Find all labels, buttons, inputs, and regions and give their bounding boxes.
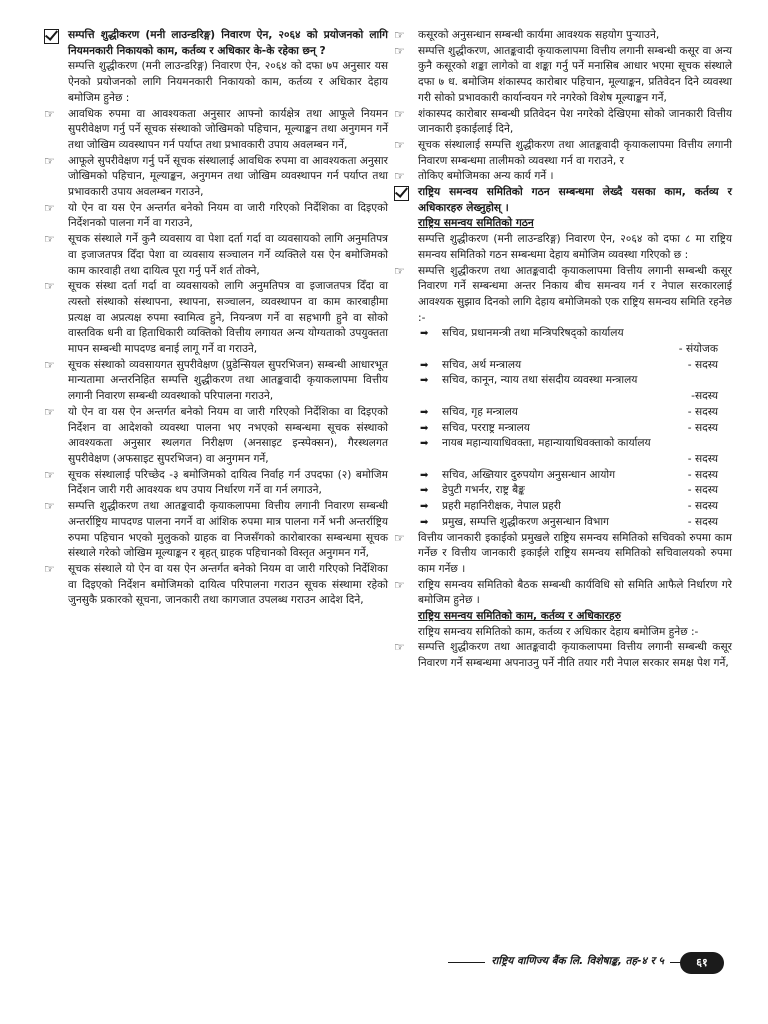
committee-member-row	[394, 483, 732, 499]
hand-pointer-icon: ☞	[394, 640, 405, 655]
committee-member-row	[394, 373, 732, 404]
list-item: ☞ सूचक संस्थाको व्यवसायगत सुपरीवेक्षण (प्रुडेन्सियल सुपरभिजन) सम्बन्धी आधारभूत मान्यतामा अन्तरनिहित सम्पत्ति शुद्धीकरण तथा आतङ्कवादी कृयाकलापमा वित्तीय लगानी निवारण सम्बन्धी व्यवस्थाको परिपालना गराउने,	[44, 357, 388, 403]
hand-pointer-icon: ☞	[394, 106, 405, 121]
member-role: - संयोजक	[678, 343, 718, 356]
member-role: - सदस्य	[687, 452, 718, 465]
hand-pointer-icon: ☞	[394, 530, 405, 545]
member-role: - सदस्य	[687, 421, 718, 434]
member-name: सचिव, कानून, न्याय तथा संसदीय व्यवस्था मन्त्रालय	[442, 374, 638, 387]
sub-heading-committee-formation: राष्ट्रिय समन्वय समितिको गठन	[418, 217, 534, 230]
footer-publication-title: राष्ट्रिय वाणिज्य बैंक लि. विशेषाङ्क, तह-४ र ५	[485, 954, 670, 968]
hand-pointer-icon: ☞	[44, 106, 55, 121]
page-number: ६१	[680, 952, 724, 974]
arrow-right-icon: ➡	[420, 438, 429, 450]
list-item: ☞ शंकास्पद कारोबार सम्बन्धी प्रतिवेदन पेश नगरेको देखिएमा सोको जानकारी वित्तीय जानकारी इकाईलाई दिने,	[394, 106, 732, 136]
hand-pointer-icon: ☞	[44, 200, 55, 215]
member-role: - सदस्य	[687, 484, 718, 497]
hand-pointer-icon: ☞	[44, 153, 55, 168]
arrow-right-icon: ➡	[420, 359, 429, 371]
hand-pointer-icon: ☞	[44, 357, 55, 372]
hand-pointer-icon: ☞	[394, 28, 405, 42]
member-name: डेपुटी गभर्नर, राष्ट्र बैङ्क	[442, 484, 525, 497]
member-role: -सदस्य	[691, 390, 718, 403]
question-heading-1	[44, 28, 388, 59]
arrow-right-icon: ➡	[420, 328, 429, 340]
member-name: सचिव, गृह मन्त्रालय	[442, 405, 518, 418]
arrow-right-icon: ➡	[420, 406, 429, 418]
member-role: - सदस्य	[687, 468, 718, 481]
question-heading-2	[394, 185, 732, 216]
arrow-right-icon: ➡	[420, 469, 429, 481]
list-item: ☞ सम्पत्ति शुद्धीकरण तथा आतङ्कवादी कृयाकलापमा वित्तीय लगानी निवारण सम्बन्धी अन्तर्राष्ट्रिय मापदण्ड पालना नगर्ने वा आंशिक रुपमा मात्र पालना गर्ने भनी अन्तर्राष्ट्रिय रुपमा पहिचान भएको मुलुकको ग्राहक वा निजसँगको कारोबारका सम्बन्धमा सूचक संस्थाले गरेको जोखिम मूल्याङ्कन र बृहत् ग्राहक पहिचानको विस्तृत अनुगमन गर्ने,	[44, 499, 388, 560]
hand-pointer-icon: ☞	[44, 499, 55, 514]
member-role: - सदस्य	[687, 515, 718, 528]
list-item: ☞ यो ऐन वा यस ऐन अन्तर्गत बनेको नियम वा जारी गरिएको निर्देशिका वा दिइएको निर्देशन वा आदेशको व्यवस्था पालना भए नभएको सम्बन्धमा सूचक संस्थाको आवश्यकता अनुसार स्थलगत निरीक्षण (अनसाइट इन्स्पेक्सन), गैरस्थलगत सुपरीवेक्षण (अफसाइट सुपरभिजन) वा अनुगमन गर्ने,	[44, 404, 388, 465]
member-name: प्रहरी महानिरीक्षक, नेपाल प्रहरी	[442, 500, 561, 513]
list-item: ☞ सम्पत्ति शुद्धीकरण तथा आतङ्कवादी कृयाकलापमा वित्तीय लगानी सम्बन्धी कसूर निवारण गर्ने सम्बन्धमा अन्तर निकाय बीच समन्वय गर्न र नेपाल सरकारलाई आवश्यक सुझाव दिनको लागि देहाय बमोजिमको एक राष्ट्रिय समन्वय समिति रहनेछ :-	[394, 263, 732, 324]
right-column	[394, 28, 732, 672]
left-column	[44, 28, 388, 609]
arrow-right-icon: ➡	[420, 485, 429, 497]
member-name: सचिव, प्रधानमन्त्री तथा मन्त्रिपरिषद्को कार्यालय	[442, 327, 624, 340]
member-name: प्रमुख, सम्पत्ति शुद्धीकरण अनुसन्धान विभाग	[442, 515, 610, 528]
member-role: - सदस्य	[687, 500, 718, 513]
committee-member-row	[394, 515, 732, 531]
list-item: ☞ सूचक संस्थाले यो ऐन वा यस ऐन अन्तर्गत बनेको नियम वा जारी गरिएको निर्देशिका वा दिइएको निर्देशन बमोजिमको दायित्व परिपालना गराउन सूचक संस्थामा रहेको जुनसुकै प्रकारको सूचना, जानकारी तथा कागजात उपलब्ध गराउन आदेश दिने,	[44, 561, 388, 607]
page-footer	[448, 952, 724, 974]
question-heading-text: राष्ट्रिय समन्वय समितिको गठन सम्बन्धमा लेख्दै यसका काम, कर्तव्य र अधिकारहरु लेख्नुहोस् ।	[418, 186, 732, 214]
committee-duties-paragraph: राष्ट्रिय समन्वय समितिको काम, कर्तव्य र अधिकार देहाय बमोजिम हुनेछ :-	[418, 625, 699, 638]
arrow-right-icon: ➡	[420, 516, 429, 528]
hand-pointer-icon: ☞	[394, 263, 405, 278]
list-item: ☞ राष्ट्रिय समन्वय समितिको बैठक सम्बन्धी कार्यविधि सो समिति आफैले निर्धारण गरे बमोजिम हुनेछ ।	[394, 577, 732, 607]
committee-member-row	[394, 326, 732, 357]
list-item: ☞ आफूले सुपरीवेक्षण गर्नु पर्ने सूचक संस्थालाई आवधिक रुपमा वा आवश्यकता अनुसार जोखिमको पहिचान, मूल्याङ्कन, अनुगमन तथा जोखिम व्यवस्थापन गर्न पर्याप्त तथा प्रभावकारी उपाय अवलम्बन गराउने,	[44, 153, 388, 199]
hand-pointer-icon: ☞	[44, 232, 55, 247]
hand-pointer-icon: ☞	[44, 404, 55, 419]
list-item: ☞ यो ऐन वा यस ऐन अन्तर्गत बनेको नियम वा जारी गरिएको निर्देशिका वा दिइएको निर्देशनको पालना गर्ने वा गराउने,	[44, 200, 388, 230]
checkbox-checked-icon	[394, 186, 409, 201]
list-item: ☞ सूचक संस्था दर्ता गर्दा वा व्यवसायको लागि अनुमतिपत्र वा इजाजतपत्र दिँदा वा त्यस्तो संस्थाको संस्थापना, स्थापना, सञ्चालन, व्यवस्थापन वा काम कारबाहीमा प्रत्यक्ष वा अप्रत्यक्ष रुपमा स्वामित्व हुने, नियन्त्रण गर्ने वा सहभागी हुने वा सोको वास्तविक धनी वा हिताधिकारी व्यक्तिको वित्तीय लगायत अन्य योग्यताको उपयुक्तता मापन सम्बन्धी मापदण्ड बनाई लागू गर्ने वा गराउने,	[44, 279, 388, 356]
question-heading-text: सम्पत्ति शुद्धीकरण (मनी लाउन्डरिङ्ग) निवारण ऐन, २०६४ को प्रयोजनको लागि नियमनकारी निकायको काम, कर्तव्य र अधिकार के-के रहेका छन् ?	[68, 29, 388, 57]
list-item: ☞ सूचक संस्थाले गर्ने कुनै व्यवसाय वा पेशा दर्ता गर्दा वा व्यवसायको लागि अनुमतिपत्र वा इजाजतपत्र दिँदा पेशा वा व्यवसाय सञ्चालन गर्ने व्यक्तिले यस ऐन बमोजिमको काम कारवाही तथा दायित्व पूरा गर्नु पर्ने शर्त तोक्ने,	[44, 232, 388, 277]
committee-member-row	[394, 499, 732, 515]
member-role: - सदस्य	[687, 358, 718, 371]
checkbox-checked-icon	[44, 29, 59, 44]
committee-formation-paragraph: सम्पत्ति शुद्धीकरण (मनी लाउन्डरिङ्ग) निवारण ऐन, २०६४ को दफा ८ मा राष्ट्रिय समन्वय समितिको गठन सम्बन्धमा देहाय बमोजिम व्यवस्था गरिएको छ :	[418, 233, 732, 261]
list-item: ☞ कसूरको अनुसन्धान सम्बन्धी कार्यमा आवश्यक सहयोग पुऱ्याउने,	[394, 28, 660, 42]
member-role: - सदस्य	[687, 405, 718, 418]
list-item: ☞ तोकिए बमोजिमका अन्य कार्य गर्ने ।	[394, 169, 554, 184]
hand-pointer-icon: ☞	[44, 279, 55, 294]
list-item: ☞ वित्तीय जानकारी इकाईको प्रमुखले राष्ट्रिय समन्वय समितिको सचिवको रुपमा काम गर्नेछ र वित्तीय जानकारी इकाईले राष्ट्रिय समन्वय समितिको सचिवालयको रुपमा काम गर्नेछ ।	[394, 530, 732, 575]
committee-member-list	[394, 326, 732, 530]
hand-pointer-icon: ☞	[394, 43, 405, 58]
committee-member-row	[394, 405, 732, 421]
committee-member-row	[394, 421, 732, 437]
sub-heading-committee-duties: राष्ट्रिय समन्वय समितिको काम, कर्तव्य र अधिकारहरु	[418, 610, 621, 623]
list-item: ☞ सूचक संस्थालाई सम्पत्ति शुद्धीकरण तथा आतङ्कवादी कृयाकलापमा वित्तीय लगानी निवारण सम्बन्धमा तालीमको व्यवस्था गर्न वा गराउने, र	[394, 137, 732, 167]
list-item: ☞ सूचक संस्थालाई परिच्छेद -३ बमोजिमको दायित्व निर्वाह गर्न उपदफा (२) बमोजिम निर्देशन जारी गरी आवश्यक थप उपाय निर्धारण गर्ने वा गर्न लगाउने,	[44, 467, 388, 497]
committee-member-row	[394, 436, 732, 467]
arrow-right-icon: ➡	[420, 422, 429, 434]
member-name: सचिव, अख्तियार दुरुपयोग अनुसन्धान आयोग	[442, 468, 616, 481]
member-name: सचिव, परराष्ट्र मन्त्रालय	[442, 421, 530, 434]
hand-pointer-icon: ☞	[394, 577, 405, 592]
member-name: नायब महान्यायाधिवक्ता, महान्यायाधिवक्ताको कार्यालय	[442, 437, 651, 450]
hand-pointer-icon: ☞	[44, 561, 55, 576]
list-item: ☞ सम्पत्ति शुद्धीकरण, आतङ्कवादी कृयाकलापमा वित्तीय लगानी सम्बन्धी कसूर वा अन्य कुनै कसूरको शङ्का लागेको वा शङ्का गर्नु पर्ने मनासिब आधार भएमा सूचक संस्थाले दफा ७ ध. बमोजिम शंकास्पद कारोबार पहिचान, मूल्याङ्कन, प्रतिवेदन दिने व्यवस्था गरी सोको प्रभावकारी कार्यान्वयन गरे नगरेको विशेष मूल्याङ्कन गर्ने,	[394, 43, 732, 104]
hand-pointer-icon: ☞	[44, 467, 55, 482]
hand-pointer-icon: ☞	[394, 169, 405, 184]
committee-member-row	[394, 358, 732, 374]
arrow-right-icon: ➡	[420, 375, 429, 387]
committee-member-row	[394, 468, 732, 484]
list-item: ☞ सम्पत्ति शुद्धीकरण तथा आतङ्कवादी कृयाकलापमा वित्तीय लगानी सम्बन्धी कसूर निवारण गर्ने सम्बन्धमा अपनाउनु पर्ने नीति तयार गरी नेपाल सरकार समक्ष पेश गर्ने,	[394, 640, 732, 670]
hand-pointer-icon: ☞	[394, 137, 405, 152]
member-name: सचिव, अर्थ मन्त्रालय	[442, 358, 522, 371]
list-item: ☞ आवधिक रुपमा वा आवश्यकता अनुसार आफ्नो कार्यक्षेत्र तथा आफूले नियमन सुपरीवेक्षण गर्नु पर्ने सूचक संस्थाको जोखिमको पहिचान, मूल्याङ्कन तथा अनुगमन गर्ने तथा जोखिम व्यवस्थापन गर्न पर्याप्त तथा प्रभावकारी उपाय अवलम्बन गर्ने,	[44, 106, 388, 151]
arrow-right-icon: ➡	[420, 501, 429, 513]
intro-paragraph: सम्पत्ति शुद्धीकरण (मनी लाउन्डरिङ्ग) निवारण ऐन, २०६४ को दफा ७प अनुसार यस ऐनको प्रयोजनको लागि नियमनकारी निकायको काम, कर्तव्य र अधिकार देहाय बमोजिम हुनेछ :	[68, 60, 388, 104]
